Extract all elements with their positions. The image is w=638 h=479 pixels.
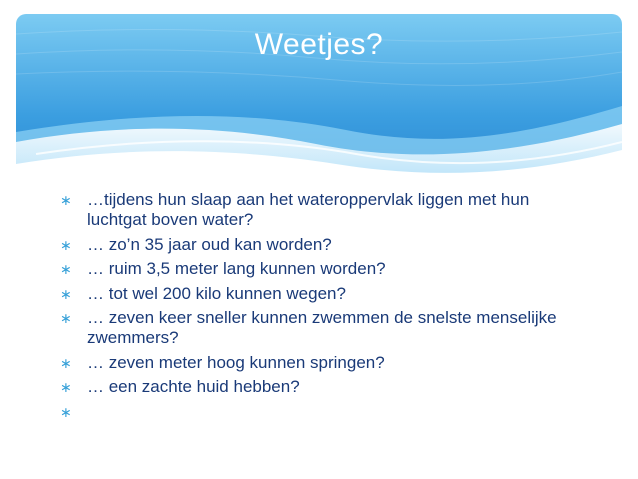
list-item-text: …tijdens hun slaap aan het wateroppervlak liggen met hun luchtgat boven water?: [87, 190, 530, 229]
bullet-icon: ∗: [60, 310, 72, 326]
list-item: [60, 353, 580, 373]
list-item: [60, 190, 580, 230]
slide-title: Weetjes?: [254, 28, 384, 61]
list-item: [60, 377, 580, 397]
bullet-icon: ∗: [60, 285, 72, 302]
bullet-icon: ∗: [60, 261, 72, 277]
list-item: [60, 308, 580, 348]
list-item-text: … zeven keer sneller kunnen zwemmen de snelste menselijke zwemmers?: [87, 308, 557, 347]
list-item: [60, 259, 580, 279]
list-item-text: … een zachte huid hebben?: [87, 377, 300, 396]
bullet-icon: ∗: [60, 236, 72, 253]
list-item: [60, 235, 580, 255]
list-item: [60, 284, 580, 304]
bullet-icon: ∗: [60, 403, 72, 420]
bullet-icon: ∗: [60, 379, 72, 395]
bullet-icon: ∗: [60, 354, 72, 371]
bullet-icon: ∗: [60, 192, 72, 208]
list-item-text: … ruim 3,5 meter lang kunnen worden?: [87, 259, 386, 278]
list-item-text: … zeven meter hoog kunnen springen?: [87, 352, 385, 372]
list-item-text: … tot wel 200 kilo kunnen wegen?: [87, 283, 346, 303]
list-item-text: … zo’n 35 jaar oud kan worden?: [87, 234, 332, 254]
bullet-list: [60, 190, 580, 420]
